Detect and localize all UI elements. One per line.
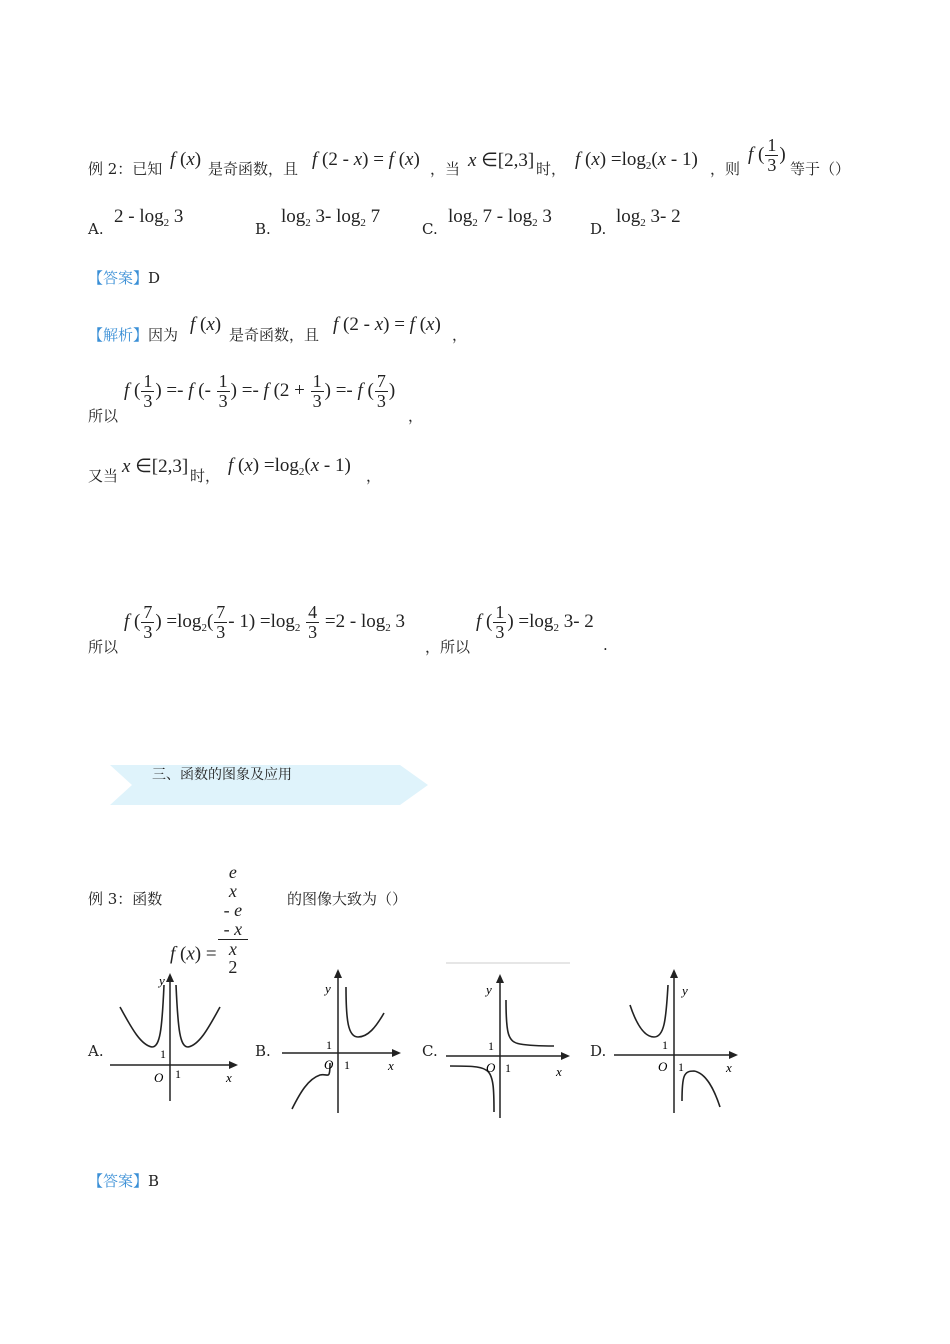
analysis-also-when: 又当 (88, 467, 119, 485)
math-f2minusx: f (2 - x) = f (x) (312, 149, 420, 170)
math-f-one-third: f ( $\frac{1}{3}$ ) (748, 135, 786, 175)
graph-d[interactable] (612, 965, 740, 1115)
example2-option-a-expr[interactable]: $2 - \log_2 3$ (114, 206, 184, 229)
math-chain-odd: f ( $\frac{1}{3}$ ) =- f (- $\frac{1}{3}$ ) =- f (2 + $\frac{1}{3}$ ) =- f ( $\frac{7}{3}$ ) (124, 371, 396, 411)
analysis-text-odd: 是奇函数，且 (229, 326, 320, 344)
example2-text-equals: 等于（） (790, 160, 851, 178)
example3-option-d[interactable]: D. (590, 1042, 607, 1060)
example2-option-c-expr[interactable]: $\log_2 7 - \log_2 3$ (448, 206, 552, 229)
x-label: x (226, 1070, 232, 1085)
math-log-def: f $(x) =\log_2(x - 1)$ (575, 149, 698, 172)
analysis-time: 时， (190, 467, 221, 485)
x-label: x (726, 1060, 732, 1075)
example2-option-a-letter[interactable]: A. (88, 220, 104, 238)
answer-tag: 【答案】 (88, 269, 149, 287)
analysis-line-1 (88, 324, 178, 345)
x-one-label: 1 (175, 1067, 181, 1081)
example2-option-d-letter[interactable]: D. (590, 220, 607, 238)
x-label: x (388, 1058, 394, 1073)
analysis-so: 所以 (88, 407, 119, 425)
curve-right (682, 1071, 720, 1107)
example2-option-b-expr[interactable]: $\log_2 3-$ $\log_2 7$ (281, 206, 381, 229)
answer-tag-2: 【答案】 (88, 1172, 149, 1190)
example2-option-d-expr[interactable]: $\log_2 3-$ 2 (616, 206, 681, 229)
analysis-tag: 【解析】 (88, 326, 149, 344)
math-result: f ( $\frac{1}{3}$ ) $=\log_2$ 3- 2 (476, 602, 594, 642)
analysis-period: . (603, 636, 608, 654)
answer-value-2: B (148, 1172, 160, 1190)
x-one-label: 1 (678, 1060, 684, 1074)
x-arrow-icon (729, 1051, 738, 1059)
y-one-label: 1 (160, 1047, 166, 1061)
example3-option-b[interactable]: B. (255, 1042, 271, 1060)
example2-label: 例 2：已知 (88, 160, 163, 178)
x-arrow-icon (229, 1061, 238, 1069)
example2-option-c-letter[interactable]: C. (422, 220, 438, 238)
y-arrow-icon (670, 969, 678, 978)
math-ex3-function: f (x) = e x - e - x x 2 (170, 863, 249, 977)
analysis-so-2: 所以 (88, 638, 119, 656)
math-x-in-interval: x ∈[2,3] (468, 150, 535, 171)
curve-left (630, 985, 668, 1037)
answer-line-1 (88, 267, 160, 288)
origin-label: O (486, 1060, 496, 1075)
example3-label: 例 3：函数 (88, 890, 163, 908)
example3-text-graph: 的图像大致为（） (287, 890, 408, 908)
y-arrow-icon (166, 973, 174, 982)
curve-right (506, 1000, 554, 1046)
section-title: 三、函数的图象及应用 (152, 767, 292, 783)
analysis-comma-3: ， (366, 467, 382, 485)
origin-label: O (154, 1070, 164, 1085)
graph-c[interactable] (444, 962, 572, 1120)
analysis-comma: ， (452, 326, 468, 344)
analysis-so-3: ，所以 (425, 638, 471, 656)
math-fx-2: f (x) (190, 314, 222, 335)
math-f2minusx-2: f (2 - x) = f (x) (333, 314, 441, 335)
y-one-label: 1 (488, 1039, 494, 1053)
y-label: y (325, 981, 331, 996)
y-one-label: 1 (662, 1038, 668, 1052)
x-one-label: 1 (344, 1058, 350, 1072)
y-label: y (682, 983, 688, 998)
example2-text-odd: 是奇函数，且 (208, 160, 299, 178)
graph-b[interactable] (280, 965, 402, 1115)
curve-left (120, 985, 164, 1047)
curve-right (176, 985, 220, 1047)
math-x-in-interval-2: x ∈[2,3] (122, 456, 189, 477)
x-one-label: 1 (505, 1061, 511, 1075)
graph-a[interactable] (108, 965, 240, 1105)
origin-label: O (324, 1057, 334, 1072)
example2-text-when: ，当 (430, 160, 461, 178)
curve-right (346, 987, 384, 1037)
y-arrow-icon (496, 974, 504, 983)
y-label: y (159, 973, 165, 988)
example3-option-c[interactable]: C. (422, 1042, 438, 1060)
analysis-because: 因为 (148, 326, 179, 344)
answer-line-2 (88, 1170, 159, 1191)
y-label: y (486, 982, 492, 997)
origin-label: O (658, 1059, 668, 1074)
math-fx: f (x) (170, 149, 202, 170)
answer-value: D (148, 269, 161, 287)
analysis-comma-2: ， (408, 407, 424, 425)
example2-option-b-letter[interactable]: B. (255, 220, 271, 238)
x-label: x (556, 1064, 562, 1079)
y-one-label: 1 (326, 1038, 332, 1052)
example3-option-a[interactable]: A. (88, 1042, 104, 1060)
example2-text-then: ，则 (710, 160, 741, 178)
example2-text-time: 时， (536, 160, 567, 178)
y-arrow-icon (334, 969, 342, 978)
x-arrow-icon (561, 1052, 570, 1060)
x-arrow-icon (392, 1049, 401, 1057)
math-log-def-2: f $(x) =\log_2(x - 1)$ (228, 455, 351, 478)
math-compute-seven-thirds: f ( $\frac{7}{3}$ ) $=\log_2$( $\frac{7}{3}$ - $1) =\log_2$ $\frac{4}{3}$ $=2 - \log_2 3$ (124, 602, 405, 642)
